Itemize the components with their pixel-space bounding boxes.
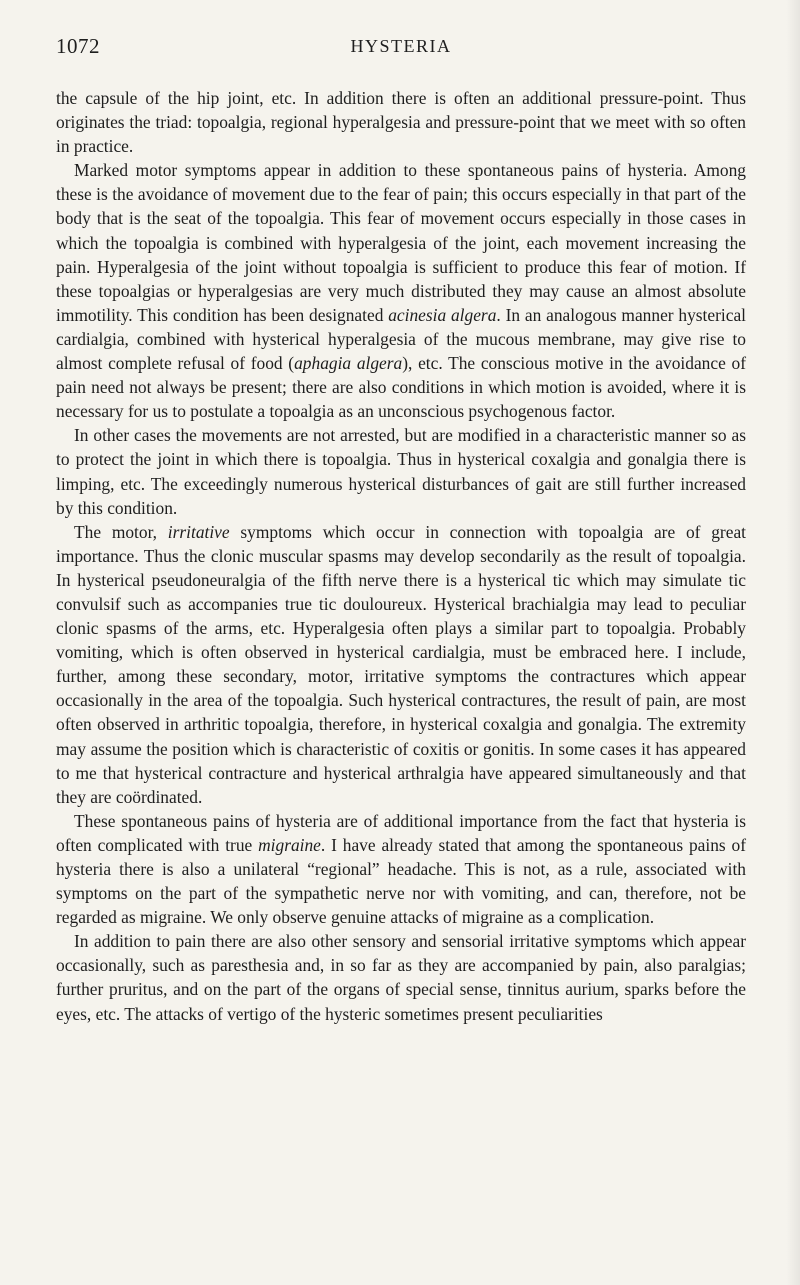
- italic-term: acinesia algera: [388, 304, 497, 325]
- paragraph: [56, 809, 746, 929]
- italic-term: migraine: [258, 834, 321, 855]
- running-head: HYSTERIA: [350, 36, 452, 56]
- italic-term: irritative: [167, 521, 230, 542]
- text-run: The motor,: [74, 521, 168, 542]
- text-run: In addition to pain there are also other sensory and sensorial irritative symptoms which appear occasionally, such as paresthesia and, in so far as they are accompanied by pain, also paralgias; further pruritus, and on the part of the organs of special sense, tinnitus aurium, sparks before the eyes, etc. The attacks of vertigo of the hysteric sometimes present peculiarities: [56, 931, 746, 1024]
- paragraph: [56, 158, 746, 423]
- paragraph: [56, 929, 746, 1025]
- text-run: These spontaneous pains of hysteria are of additional importance from the fact that hysteria is often complicated with true: [56, 810, 746, 855]
- page-number: 1072: [56, 34, 100, 58]
- paragraph: [56, 520, 746, 809]
- page-header: [56, 34, 746, 64]
- body-text: [56, 86, 746, 1026]
- text-run: . In an analogous manner hysterical cardialgia, combined with hysterical hyperalgesia of the mucous membrane, may give rise to almost complete refusal of food (: [56, 304, 746, 374]
- text-run: symptoms which occur in connection with topoalgia are of great importance. Thus the clonic muscular spasms may develop secondarily as the result of topoalgia. In hysterical pseudoneuralgia of the fifth nerve there is a hysterical tic which may simulate tic convulsif such as accompanies true tic douloureux. Hysterical brachialgia may lead to peculiar clonic spasms of the arms, etc. Hyperalgesia often plays a similar part to topoalgia. Probably vomiting, which is often observed in hysterical cardialgia, must be embraced here. I include, further, among these secondary, motor, irritative symptoms the contractures which appear occasionally in the area of the topoalgia. Such hysterical contractures, the result of pain, are most often observed in arthritic topoalgia, therefore, in hysterical coxalgia and gonalgia. The extremity may assume the position which is characteristic of coxitis or gonitis. In some cases it has appeared to me that hysterical contracture and hysterical arthralgia have appeared simultaneously and that they are coördinated.: [56, 521, 746, 807]
- text-run: ), etc. The conscious motive in the avoidance of pain need not always be present; there are also conditions in which motion is avoided, where it is necessary for us to postulate a topoalgia as an unconscious psychogenous factor.: [56, 353, 746, 422]
- text-run: . I have already stated that among the spontaneous pains of hysteria there is also a unilateral “regional” headache. This is not, as a rule, associated with symptoms on the part of the sympathetic nerve nor with vomiting, and can, therefore, not be regarded as migraine. We only observe genuine attacks of migraine as a complication.: [56, 834, 747, 928]
- italic-term: aphagia algera: [294, 353, 403, 374]
- text-run: the capsule of the hip joint, etc. In addition there is often an additional pressure-point. Thus originates the triad: topoalgia, regional hyperalgesia and pressure-point that we meet with so often in practice.: [56, 88, 746, 157]
- text-run: Marked motor symptoms appear in addition to these spontaneous pains of hysteria. Among these is the avoidance of movement due to the fear of pain; this occurs especially in that part of the body that is the seat of the topoalgia. This fear of movement occurs especially in those cases in which the topoalgia is combined with hyperalgesia of the joint, each movement increasing the pain. Hyperalgesia of the joint without topoalgia is sufficient to produce this fear of motion. If these topoalgias or hyperalgesias are very much distributed they may cause an almost absolute immotility. This condition has been designated: [56, 160, 746, 325]
- paragraph: [56, 423, 746, 519]
- paragraph: [56, 86, 746, 158]
- text-run: In other cases the movements are not arrested, but are modified in a characteristic manner so as to protect the joint in which there is topoalgia. Thus in hysterical coxalgia and gonalgia there is limping, etc. The exceedingly numerous hysterical disturbances of gait are still further increased by this condition.: [56, 425, 746, 518]
- page-edge-shadow: [786, 0, 800, 1285]
